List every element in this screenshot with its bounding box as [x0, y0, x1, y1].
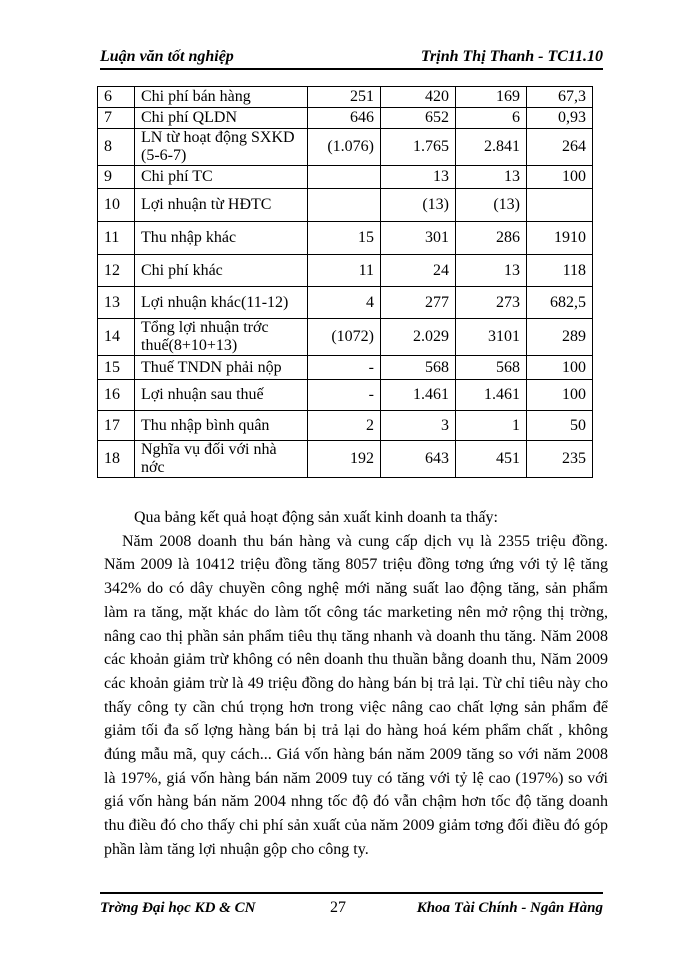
row-number: 7	[98, 108, 135, 129]
value-2008: 4	[308, 287, 381, 319]
value-2008: 251	[308, 87, 381, 108]
change-percent: 67,3	[527, 87, 593, 108]
row-label: Chi phí TC	[135, 166, 308, 189]
change-amount: 13	[456, 255, 527, 287]
row-number: 18	[98, 441, 135, 478]
table-row	[98, 222, 593, 255]
row-number: 8	[98, 129, 135, 166]
change-percent: 118	[527, 255, 593, 287]
table-row	[98, 411, 593, 441]
table-row	[98, 129, 593, 166]
change-amount: 568	[456, 356, 527, 380]
table-row	[98, 319, 593, 356]
change-amount: 451	[456, 441, 527, 478]
change-percent: 100	[527, 356, 593, 380]
change-amount: 1	[456, 411, 527, 441]
row-label: Thuế TNDN phải nộp	[135, 356, 308, 380]
change-percent: 682,5	[527, 287, 593, 319]
table-row	[98, 287, 593, 319]
value-2008: -	[308, 380, 381, 411]
value-2009: 24	[381, 255, 456, 287]
value-2009: 277	[381, 287, 456, 319]
change-amount: 13	[456, 166, 527, 189]
change-percent: 100	[527, 380, 593, 411]
page-footer	[100, 892, 603, 922]
value-2009: 568	[381, 356, 456, 380]
row-label: Chi phí QLDN	[135, 108, 308, 129]
value-2009: 643	[381, 441, 456, 478]
results-table-body	[98, 87, 593, 478]
value-2009: 3	[381, 411, 456, 441]
row-number: 11	[98, 222, 135, 255]
page-header	[100, 40, 603, 70]
value-2009: 652	[381, 108, 456, 129]
value-2009: 420	[381, 87, 456, 108]
intro-paragraph: Qua bảng kết quả hoạt động sản xuất kinh doanh ta thấy:	[134, 509, 498, 526]
table-row	[98, 189, 593, 222]
row-label: Chi phí khác	[135, 255, 308, 287]
row-number: 9	[98, 166, 135, 189]
change-amount: 286	[456, 222, 527, 255]
value-2009: 1.765	[381, 129, 456, 166]
value-2008: 192	[308, 441, 381, 478]
change-percent: 50	[527, 411, 593, 441]
row-label: Lợi nhuận khác(11-12)	[135, 287, 308, 319]
change-percent	[527, 189, 593, 222]
change-percent: 100	[527, 166, 593, 189]
analysis-paragraph: Năm 2008 doanh thu bán hàng và cung cấp dịch vụ là 2355 triệu đồng. Năm 2009 là 10412 triệu đồng tăng 8057 triệu đồng tơng ứng với tỷ lệ tăng 342% do có dây chuyền công nghệ mới năng suất lao động tăng, sản phẩm làm ra tăng, mặt khác do làm tốt công tác marketing nên mở rộng thị trờng, nâng cao thị phần sản phẩm tiêu thụ tăng nhanh và doanh thu tăng. Năm 2008 các khoản giảm trừ không có nên doanh thu thuần bằng doanh thu, Năm 2009 các khoản giảm trừ là 49 triệu đồng do hàng bán bị trả lại. Từ chỉ tiêu này cho thấy công ty cần chú trọng hơn trong việc nâng cao chất lợng sản phẩm để giảm tối đa số lợng hàng bán bị trả lại do hàng hoá kém phẩm chất , không đúng mẫu mã, quy cách... Giá vốn hàng bán năm 2009 tăng so với năm 2008 là 197%, giá vốn hàng bán năm 2009 tuy có tăng với tỷ lệ cao (197%) so với giá vốn hàng bán năm 2004 nhng tốc độ đó vẫn chậm hơn tốc độ tăng doanh thu điều đó cho thấy chi phí sản xuất của năm 2009 giảm tơng đối điều đó góp phần làm tăng lợi nhuận gộp cho công ty.	[104, 532, 608, 858]
results-table	[97, 86, 593, 478]
table-row	[98, 108, 593, 129]
value-2009: 301	[381, 222, 456, 255]
table-row	[98, 255, 593, 287]
change-percent: 0,93	[527, 108, 593, 129]
row-number: 10	[98, 189, 135, 222]
row-label: LN từ hoạt động SXKD (5-6-7)	[135, 129, 308, 166]
row-label: Thu nhập khác	[135, 222, 308, 255]
row-label: Lợi nhuận sau thuế	[135, 380, 308, 411]
value-2009: 1.461	[381, 380, 456, 411]
value-2009: 2.029	[381, 319, 456, 356]
row-label: Thu nhập bình quân	[135, 411, 308, 441]
value-2008: 11	[308, 255, 381, 287]
row-number: 13	[98, 287, 135, 319]
header-left: Luận văn tốt nghiệp	[100, 48, 234, 65]
row-number: 17	[98, 411, 135, 441]
row-label: Nghĩa vụ đối với nhà nớc	[135, 441, 308, 478]
change-percent: 289	[527, 319, 593, 356]
value-2008: 2	[308, 411, 381, 441]
table-row	[98, 166, 593, 189]
change-percent: 264	[527, 129, 593, 166]
change-amount: 6	[456, 108, 527, 129]
change-amount: 3101	[456, 319, 527, 356]
footer-right: Khoa Tài Chính - Ngân Hàng	[416, 899, 603, 916]
row-label: Chi phí bán hàng	[135, 87, 308, 108]
value-2009: (13)	[381, 189, 456, 222]
row-number: 6	[98, 87, 135, 108]
change-amount: 2.841	[456, 129, 527, 166]
value-2008: (1.076)	[308, 129, 381, 166]
row-number: 12	[98, 255, 135, 287]
page-number: 27	[330, 899, 346, 916]
change-amount: (13)	[456, 189, 527, 222]
row-number: 15	[98, 356, 135, 380]
header-right: Trịnh Thị Thanh - TC11.10	[420, 48, 603, 65]
table-row	[98, 441, 593, 478]
row-label: Lợi nhuận từ HĐTC	[135, 189, 308, 222]
table-row	[98, 87, 593, 108]
row-number: 14	[98, 319, 135, 356]
value-2008: (1072)	[308, 319, 381, 356]
change-amount: 169	[456, 87, 527, 108]
value-2008	[308, 166, 381, 189]
value-2009: 13	[381, 166, 456, 189]
footer-left: Trờng Đại học KD & CN	[100, 899, 256, 916]
change-percent: 235	[527, 441, 593, 478]
body-text	[104, 506, 608, 862]
value-2008: -	[308, 356, 381, 380]
value-2008: 15	[308, 222, 381, 255]
row-number: 16	[98, 380, 135, 411]
row-label: Tổng lợi nhuận trớc thuế(8+10+13)	[135, 319, 308, 356]
value-2008: 646	[308, 108, 381, 129]
table-row	[98, 356, 593, 380]
table-row	[98, 380, 593, 411]
change-amount: 1.461	[456, 380, 527, 411]
value-2008	[308, 189, 381, 222]
change-amount: 273	[456, 287, 527, 319]
change-percent: 1910	[527, 222, 593, 255]
